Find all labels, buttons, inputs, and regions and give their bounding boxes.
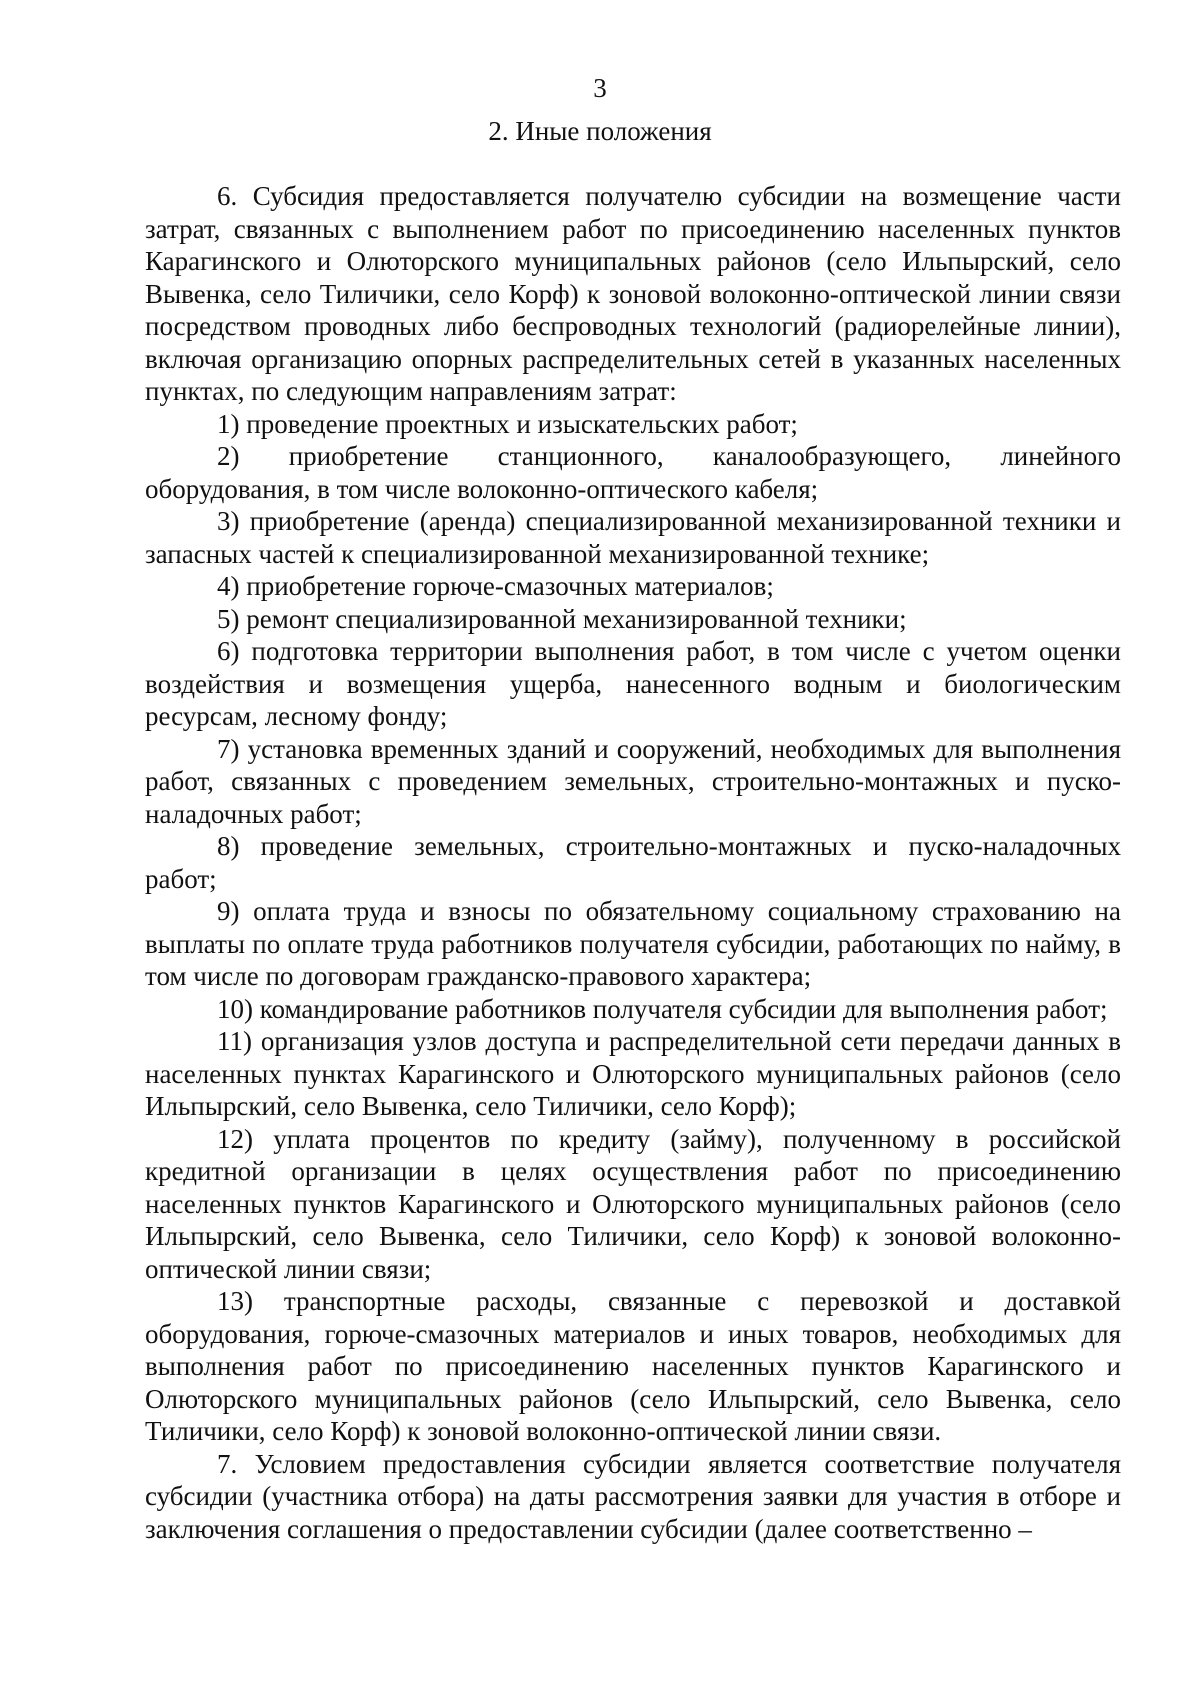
list-item-11: 11) организация узлов доступа и распределительной сети передачи данных в населенных пунктах Карагинского и Олюторского муниципальных районов (село Ильпырский, село Вывенка, село Тиличики, село Корф);: [145, 1026, 1121, 1121]
list-item-4: 4) приобретение горюче-смазочных материалов;: [217, 571, 774, 601]
body-text: [145, 180, 1121, 1545]
list-item-8: 8) проведение земельных, строительно-монтажных и пуско-наладочных работ;: [145, 831, 1121, 894]
list-item-10: 10) командирование работников получателя субсидии для выполнения работ;: [217, 993, 1108, 1024]
paragraph-7: 7. Условием предоставления субсидии является соответствие получателя субсидии (участника отбора) на даты рассмотрения заявки для участия в отборе и заключения соглашения о предоставлении субсидии (далее соответственно –: [145, 1448, 1121, 1544]
list-item-12: 12) уплата процентов по кредиту (займу), полученному в российской кредитной организации в целях осуществления работ по присоединению населенных пунктов Карагинского и Олюторского муниципальных районов (село Ильпырский, село Вывенка, село Тиличики, село Корф) к зоновой волоконно-оптической линии связи;: [145, 1123, 1121, 1284]
list-item-9: 9) оплата труда и взносы по обязательному социальному страхованию на выплаты по оплате труда работников получателя субсидии, работающих по найму, в том числе по договорам гражданско-правового характера;: [145, 896, 1121, 991]
page-number: 3: [593, 73, 607, 103]
list-item-2: 2) приобретение станционного, каналообразующего, линейного оборудования, в том числе волоконно-оптического кабеля;: [145, 441, 1121, 504]
list-item-6: 6) подготовка территории выполнения работ, в том числе с учетом оценки воздействия и возмещения ущерба, нанесенного водным и биологическим ресурсам, лесному фонду;: [145, 636, 1121, 731]
list-item-5: 5) ремонт специализированной механизированной техники;: [217, 603, 907, 634]
list-item-13: 13) транспортные расходы, связанные с перевозкой и доставкой оборудования, горюче-смазочных материалов и иных товаров, необходимых для выполнения работ по присоединению населенных пунктов Карагинского и Олюторского муниципальных районов (село Ильпырский, село Вывенка, село Тиличики, село Корф) к зоновой волоконно-оптической линии связи.: [145, 1286, 1121, 1446]
section-title: 2. Иные положения: [488, 116, 712, 146]
list-item-3: 3) приобретение (аренда) специализированной механизированной техники и запасных частей к специализированной механизированной технике;: [145, 506, 1121, 569]
list-item-1: 1) проведение проектных и изыскательских работ;: [217, 408, 798, 439]
list-item-7: 7) установка временных зданий и сооружений, необходимых для выполнения работ, связанных с проведением земельных, строительно-монтажных и пуско-наладочных работ;: [145, 733, 1121, 829]
paragraph-6: 6. Субсидия предоставляется получателю субсидии на возмещение части затрат, связанных с выполнением работ по присоединению населенных пунктов Карагинского и Олюторского муниципальных районов (село Ильпырский, село Вывенка, село Тиличики, село Корф) к зоновой волоконно-оптической линии связи посредством проводных либо беспроводных технологий (радиорелейные линии), включая организацию опорных распределительных сетей в указанных населенных пунктах, по следующим направлениям затрат:: [145, 181, 1121, 406]
